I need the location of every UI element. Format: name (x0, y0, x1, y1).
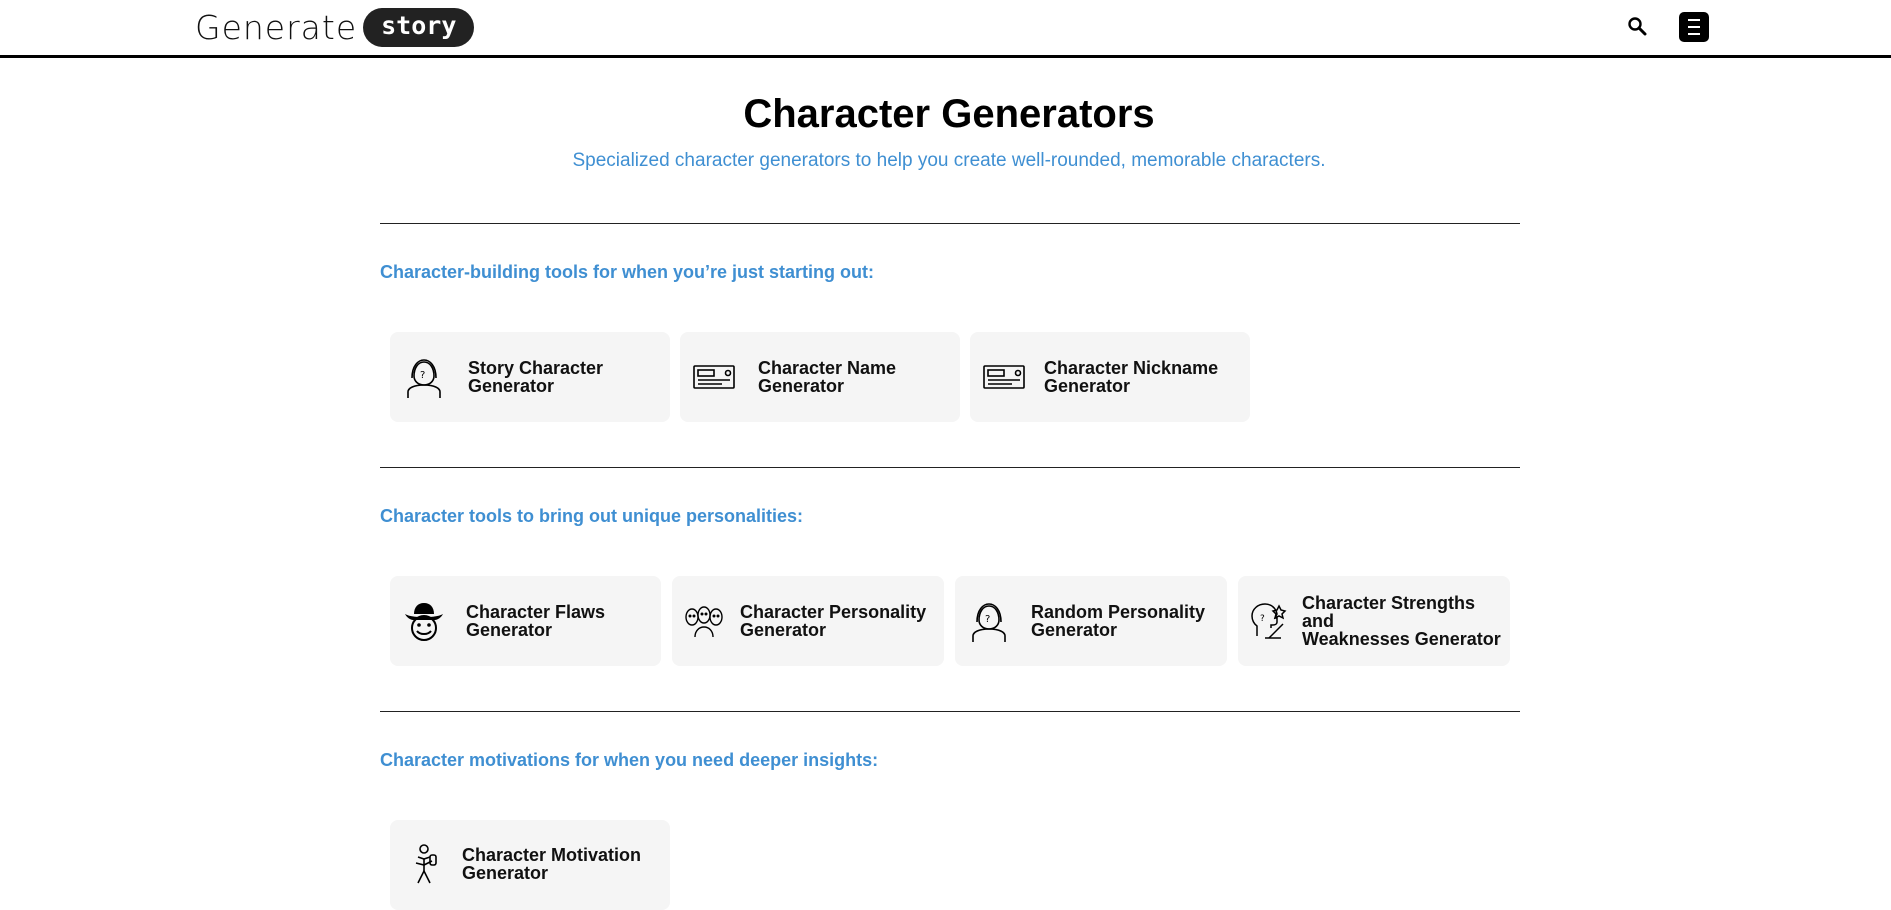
menu-icon (1688, 26, 1700, 28)
card-label (466, 603, 605, 639)
search-button[interactable] (1624, 13, 1650, 39)
section-divider (380, 467, 1520, 468)
card-character-flaws-generator[interactable] (390, 576, 661, 666)
menu-icon (1688, 33, 1700, 35)
section-divider (380, 223, 1520, 224)
card-label-line: Random Personality (1031, 602, 1206, 622)
head-writing-icon (1246, 599, 1290, 643)
card-label-line: Character Nickname (1044, 358, 1219, 378)
card-label (740, 603, 926, 639)
cowboy-face-icon (402, 599, 446, 643)
card-label-line: Generator (466, 620, 553, 640)
site-header (0, 0, 1891, 58)
site-logo[interactable] (195, 7, 474, 47)
card-label (758, 359, 896, 395)
section-title-personalities: Character tools to bring out unique personalities: (380, 506, 804, 526)
logo-word: Generate (195, 7, 358, 47)
section-title-motivations: Character motivations for when you need deeper insights: (380, 750, 879, 770)
section-divider (380, 711, 1520, 712)
card-label-line: Story Character (468, 358, 604, 378)
card-label-line: Weaknesses Generator (1302, 629, 1501, 649)
page-title: Character Generators (743, 92, 1155, 136)
card-story-character-generator[interactable] (390, 332, 670, 422)
card-label (1044, 359, 1218, 395)
hooded-character-icon (402, 355, 446, 399)
card-character-strengths-weaknesses-generator[interactable] (1238, 576, 1510, 666)
card-label (468, 359, 603, 395)
page-subtitle: Specialized character generators to help you create well-rounded, memorable characters. (572, 150, 1326, 171)
card-character-name-generator[interactable] (680, 332, 960, 422)
card-label-line: Character Strengths and (1302, 593, 1476, 631)
card-label-line: Character Personality (740, 602, 927, 622)
logo-pill: story (363, 8, 474, 47)
group-faces-icon (682, 599, 726, 643)
svg-text:?: ? (985, 614, 991, 625)
card-label-line: Generator (1044, 376, 1131, 396)
card-label (1031, 603, 1205, 639)
card-label-line: Generator (740, 620, 827, 640)
name-tag-icon (692, 355, 736, 399)
section-title-starting-out: Character-building tools for when you’re just starting out: (380, 262, 875, 282)
search-icon (1627, 16, 1647, 36)
hooded-character-icon (967, 599, 1011, 643)
card-label-line: Character Motivation (462, 845, 642, 865)
card-label-line: Generator (1031, 620, 1118, 640)
climber-icon (402, 842, 446, 886)
card-label-line: Generator (462, 863, 549, 883)
card-character-motivation-generator[interactable] (390, 820, 670, 910)
card-label-line: Character Flaws (466, 602, 606, 622)
svg-text:?: ? (1260, 614, 1265, 624)
svg-text:?: ? (420, 370, 426, 381)
card-character-nickname-generator[interactable] (970, 332, 1250, 422)
card-label-line: Character Name (758, 358, 897, 378)
menu-button[interactable] (1679, 12, 1709, 42)
card-character-personality-generator[interactable] (672, 576, 944, 666)
card-label-line: Generator (758, 376, 845, 396)
name-tag-icon (982, 355, 1026, 399)
card-label (1302, 594, 1510, 648)
menu-icon (1688, 19, 1700, 21)
card-label-line: Generator (468, 376, 555, 396)
card-label (462, 846, 641, 882)
card-random-personality-generator[interactable] (955, 576, 1227, 666)
